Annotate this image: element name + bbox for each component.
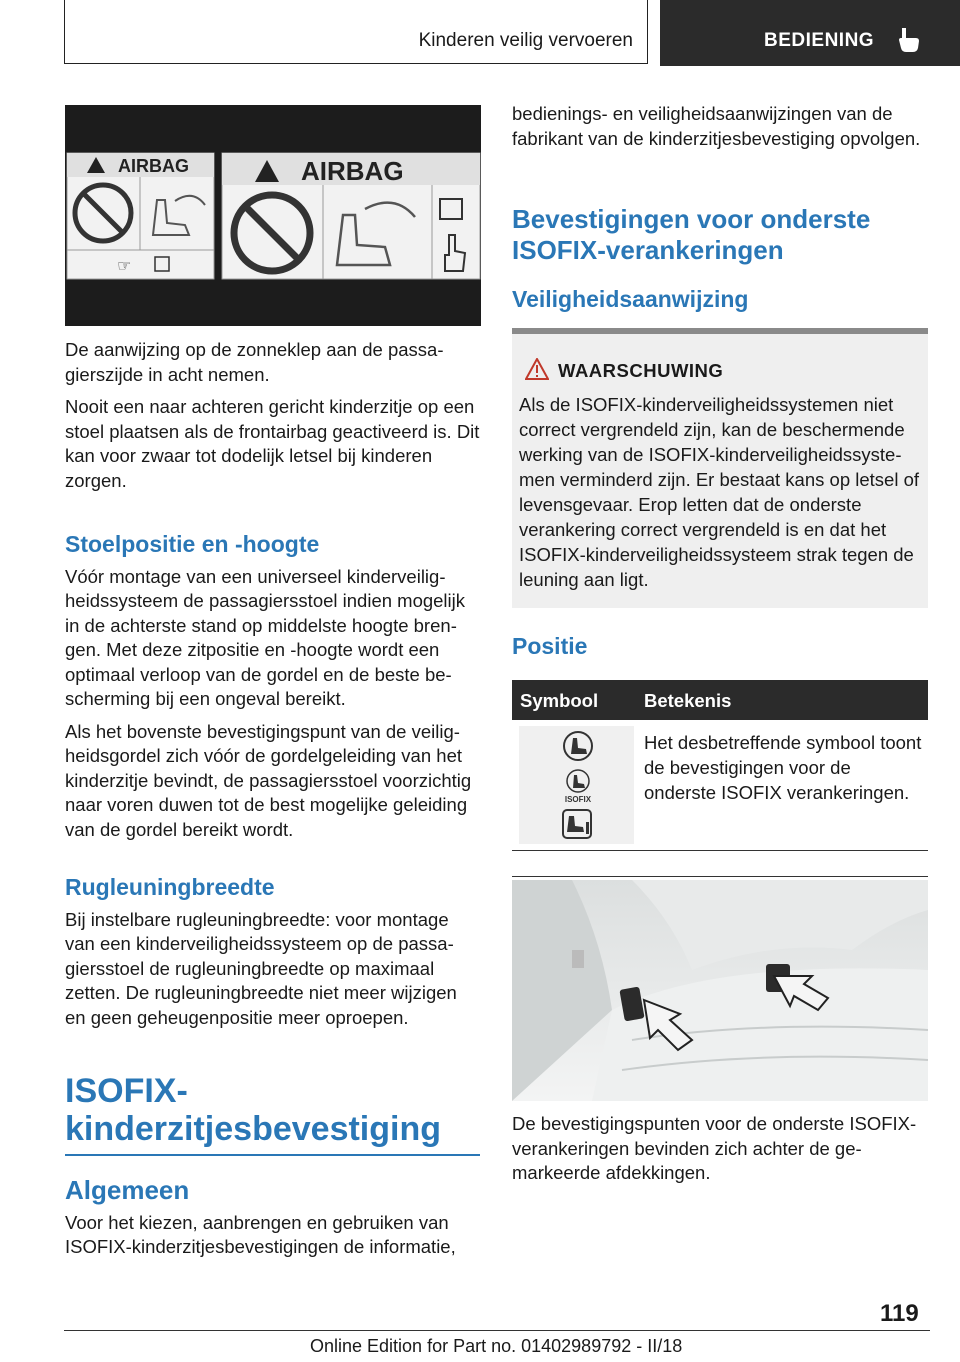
rear-seat-illustration xyxy=(512,880,928,1101)
airbag-warning-image xyxy=(65,105,481,326)
heading-seat-position: Stoelpositie en -hoogte xyxy=(65,531,320,557)
position-heading-block xyxy=(512,634,928,659)
isofix-title-block xyxy=(65,1072,480,1156)
image-caption: De bevestigingspunten voor de onderste ISOFIX-verankeringen bevinden zich achter de gemarkeerde afdekkingen. xyxy=(512,1113,917,1183)
pointing-hand-icon xyxy=(896,26,920,54)
footer-divider xyxy=(64,1330,930,1331)
right-heading-block xyxy=(512,204,928,312)
paragraph: bedienings- en veiligheidsaanwijzingen van de fabrikant van de kinderzitjesbevestiging opvolgen. xyxy=(512,103,921,149)
heading-anchor-fixtures: Bevestigingen voor onderste ISOFIX-verankeringen xyxy=(512,204,871,265)
warning-title: WAARSCHUWING xyxy=(558,360,724,381)
left-column-backrest xyxy=(65,875,480,1038)
paragraph: Als het bovenste bevestigingspunt van de veiligheidsgordel zich vóór de gordelgeleiding van het kinderzitje bevindt, de passagiersstoel voorzichtig naar voren duwen tot de best mogelijke geleiding van de gordel bereikt wordt. xyxy=(65,720,472,840)
right-column xyxy=(512,102,928,159)
left-column-general xyxy=(65,1175,480,1268)
paragraph: Bij instelbare rugleuningbreedte: voor montage van een kinderveiligheidssysteem op de passagiersstoel de rugleuningbreedte op maximaal zetten. De rugleuningbreedte niet meer wijzigen en geen geheugenpositie meer oproepen. xyxy=(65,908,457,1028)
paragraph: Nooit een naar achteren gericht kinderzitje op een stoel plaatsen als de frontairbag geactiveerd is. Dit kan voor zwaar tot dodelijk letsel bij kinderen zorgen. xyxy=(65,396,480,491)
paragraph: Voor het kiezen, aanbrengen en gebruiken van ISOFIX-kinderzitjesbevestigingen de informatie, xyxy=(65,1211,456,1257)
page-number: 119 xyxy=(880,1300,919,1327)
airbag-label-small: AIRBAG xyxy=(118,156,189,176)
chapter-heading-line2: kinderzitjesbevestiging xyxy=(65,1110,480,1156)
section-title: Kinderen veilig vervoeren xyxy=(418,30,633,51)
isofix-symbol-label: ISOFIX xyxy=(564,795,592,804)
table-header xyxy=(512,680,928,720)
table-cell-meaning: Het desbetreffende symbool toont de bevestigingen voor de onderste ISOFIX verankeringen. xyxy=(644,732,922,803)
isofix-symbols xyxy=(519,726,634,844)
column-header-meaning: Betekenis xyxy=(644,690,732,711)
heading-general: Algemeen xyxy=(65,1175,190,1205)
isofix-symbol-icon xyxy=(519,726,634,844)
heading-safety-note: Veiligheidsaanwijzing xyxy=(512,286,749,312)
svg-text:☞: ☞ xyxy=(117,256,132,275)
heading-position: Positie xyxy=(512,633,588,659)
table-row xyxy=(512,720,928,851)
paragraph: Vóór montage van een universeel kinderveiligheidssysteem de passagiersstoel indien mogelijk in de achterste stand op middelste hoogte brengen. Met deze zitpositie en -hoogte wordt een optimaal verloop van de gordel en de beste bescherming bij een ongeval bereikt. xyxy=(65,565,466,709)
table-bottom-rule xyxy=(512,851,928,877)
heading-backrest-width: Rugleuningbreedte xyxy=(65,874,275,900)
section-tab xyxy=(64,0,648,64)
photo-caption-block xyxy=(512,1112,928,1194)
left-column-section xyxy=(65,532,480,850)
warning-text: Als de ISOFIX-kinderveiligheidssystemen niet correct vergrendeld zijn, kan de beschermende werking van de ISOFIX-kinderveiligheidssystemen verminderd zijn. Er bestaat kans op letsel of levensgevaar. Erop letten dat de onderste verankering correct vergrendeld is en dat het ISOFIX-kinderveiligheidssysteem strak tegen de leuning aan ligt. xyxy=(519,394,919,590)
chapter-tab xyxy=(660,0,960,66)
warning-triangle-icon xyxy=(525,358,549,380)
airbag-label-large: AIRBAG xyxy=(301,156,404,186)
symbol-table xyxy=(512,680,928,877)
rear-seat-isofix-photo xyxy=(512,880,928,1101)
page-header xyxy=(64,0,960,66)
airbag-label-illustration xyxy=(65,105,481,326)
left-column xyxy=(65,338,480,501)
column-header-symbol: Symbool xyxy=(520,690,599,711)
image-caption: De aanwijzing op de zonneklep aan de passagierszijde in acht nemen. xyxy=(65,339,444,385)
chapter-heading-line1: ISOFIX- xyxy=(65,1072,188,1110)
footer-edition: Online Edition for Part no. 01402989792 - II/18 xyxy=(310,1336,683,1356)
warning-box xyxy=(512,328,928,608)
chapter-title: BEDIENING xyxy=(764,30,875,51)
